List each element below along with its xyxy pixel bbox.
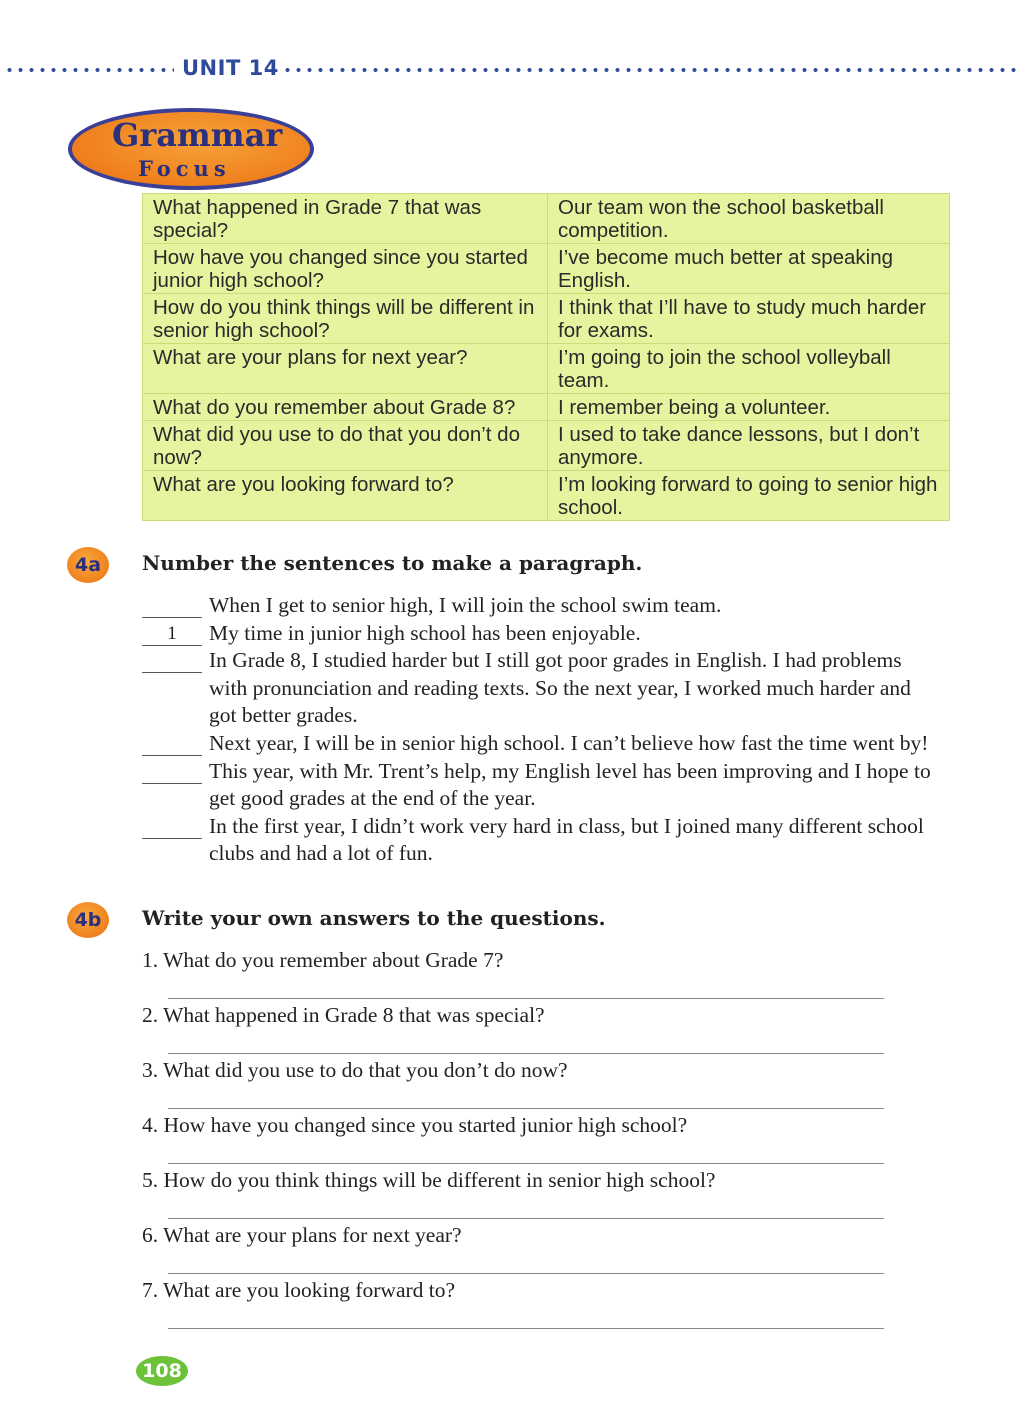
table-row: [143, 294, 950, 344]
number-blank[interactable]: [142, 730, 202, 756]
answer-line[interactable]: [168, 998, 884, 999]
list-item: [142, 620, 942, 648]
table-row: [143, 194, 950, 244]
answer-cell: I’ve become much better at speaking English.: [548, 244, 950, 294]
list-item: [142, 758, 942, 813]
answer-cell: I’m looking forward to going to senior high school.: [548, 471, 950, 521]
list-item: [142, 1055, 902, 1110]
list-item: [142, 945, 902, 1000]
sentence-text: My time in junior high school has been enjoyable.: [209, 620, 641, 645]
question-cell: What did you use to do that you don’t do now?: [143, 421, 548, 471]
section-4b-title: Write your own answers to the questions.: [142, 906, 606, 930]
answer-line[interactable]: [168, 1163, 884, 1164]
question-cell: How do you think things will be different in senior high school?: [143, 294, 548, 344]
answer-cell: I’m going to join the school volleyball team.: [548, 344, 950, 394]
list-item: [142, 1220, 902, 1275]
unit-heading: UNIT 14: [182, 56, 279, 80]
question-text: 4. How have you changed since you started junior high school?: [142, 1113, 688, 1137]
list-item: [142, 1000, 902, 1055]
grammar-table: [142, 193, 950, 521]
list-item: [142, 1165, 902, 1220]
list-item: [142, 1110, 902, 1165]
list-item: [142, 813, 942, 868]
number-blank[interactable]: [142, 647, 202, 673]
page-number: 108: [136, 1356, 188, 1386]
header-dotted-rule-right: [282, 68, 1022, 72]
answer-line[interactable]: [168, 1273, 884, 1274]
sentence-text: Next year, I will be in senior high school. I can’t believe how fast the time went by!: [209, 730, 929, 755]
badge-subtitle: Focus: [138, 156, 231, 181]
table-row: [143, 344, 950, 394]
answer-cell: I remember being a volunteer.: [548, 394, 950, 421]
table-row: [143, 244, 950, 294]
list-item: [142, 592, 942, 620]
sentence-text: When I get to senior high, I will join the school swim team.: [209, 593, 722, 617]
list-item: [142, 1275, 902, 1330]
answer-cell: Our team won the school basketball competition.: [548, 194, 950, 244]
number-blank[interactable]: [142, 813, 202, 839]
question-text: 1. What do you remember about Grade 7?: [142, 948, 504, 972]
section-4b-badge: 4b: [67, 902, 109, 938]
section-4a-title: Number the sentences to make a paragraph.: [142, 551, 643, 575]
question-cell: What do you remember about Grade 8?: [143, 394, 548, 421]
sentence-text: In Grade 8, I studied harder but I still got poor grades in English. I had problems with pronunciation and reading texts. So the next year, I worked much harder and got better grades.: [209, 648, 911, 728]
answer-line[interactable]: [168, 1053, 884, 1054]
grammar-focus-badge: [68, 108, 314, 190]
answer-line[interactable]: [168, 1108, 884, 1109]
table-row: [143, 421, 950, 471]
question-cell: What happened in Grade 7 that was special?: [143, 194, 548, 244]
table-row: [143, 394, 950, 421]
sentence-text: This year, with Mr. Trent’s help, my English level has been improving and I hope to get good grades at the end of the year.: [209, 758, 931, 811]
question-text: 5. How do you think things will be different in senior high school?: [142, 1168, 716, 1192]
question-text: 7. What are you looking forward to?: [142, 1278, 456, 1302]
section-4a-badge: 4a: [67, 547, 109, 583]
number-blank[interactable]: [142, 758, 202, 784]
question-text: 3. What did you use to do that you don’t do now?: [142, 1058, 568, 1082]
number-blank[interactable]: 1: [142, 620, 202, 646]
question-text: 6. What are your plans for next year?: [142, 1223, 462, 1247]
header-dotted-rule-left: [4, 68, 174, 72]
question-cell: How have you changed since you started junior high school?: [143, 244, 548, 294]
sentence-text: In the first year, I didn’t work very hard in class, but I joined many different school clubs and had a lot of fun.: [209, 813, 924, 866]
question-list: [142, 945, 902, 1330]
sentence-list: [142, 592, 942, 868]
table-row: [143, 471, 950, 521]
question-text: 2. What happened in Grade 8 that was special?: [142, 1003, 545, 1027]
badge-title: Grammar: [112, 116, 283, 154]
answer-cell: I used to take dance lessons, but I don’t anymore.: [548, 421, 950, 471]
answer-line[interactable]: [168, 1328, 884, 1329]
number-blank[interactable]: [142, 592, 202, 618]
answer-line[interactable]: [168, 1218, 884, 1219]
question-cell: What are your plans for next year?: [143, 344, 548, 394]
answer-cell: I think that I’ll have to study much harder for exams.: [548, 294, 950, 344]
list-item: [142, 647, 942, 730]
question-cell: What are you looking forward to?: [143, 471, 548, 521]
list-item: [142, 730, 942, 758]
